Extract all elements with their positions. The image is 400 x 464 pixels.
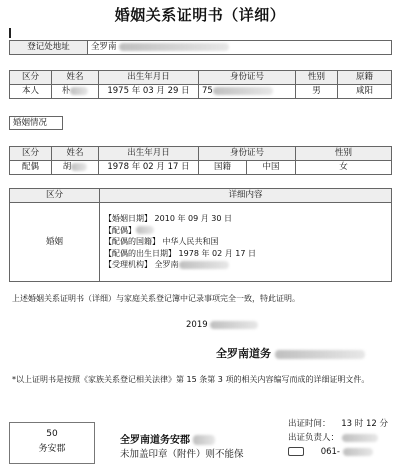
spouse-header-gender: 性别	[296, 147, 392, 161]
spouse-table	[9, 146, 392, 175]
detail-table	[9, 188, 392, 282]
detail-value: 中华人民共和国	[162, 237, 219, 247]
person-birth: 1975 年 03 月 29 日	[99, 85, 199, 99]
registration-table	[9, 40, 392, 55]
registration-value-text: 全罗南	[91, 42, 117, 52]
detail-value: 2010 年 09 月 30 日	[154, 214, 232, 224]
phone-icon	[288, 447, 304, 456]
office-number: 50	[46, 429, 58, 439]
person-header-name: 姓名	[52, 71, 99, 85]
redaction	[213, 87, 273, 95]
detail-label: 【受理机构】	[104, 260, 152, 270]
person-header-origin: 原籍	[338, 71, 392, 85]
spouse-gender: 女	[296, 161, 392, 175]
issue-date-text: 2019	[186, 320, 208, 330]
spouse-type: 配偶	[10, 161, 52, 175]
office-name: 务安郡	[38, 444, 66, 454]
issue-time-label: 出证时间：	[288, 419, 331, 429]
detail-value: 全罗南	[154, 260, 179, 270]
issue-info	[288, 417, 388, 459]
issue-phone-row	[288, 445, 388, 459]
detail-line	[104, 225, 387, 237]
spouse-nationality: 中国	[247, 161, 296, 175]
person-type: 本人	[10, 85, 52, 99]
redaction	[193, 435, 215, 445]
certify-text: 上述婚姻关系证明书（详细）与家庭关系登记簿中记录事项完全一致，特此证明。	[12, 294, 300, 303]
redaction	[342, 434, 378, 442]
spouse-birth: 1978 年 02 月 17 日	[99, 161, 199, 175]
detail-value: 1978 年 02 月 17 日	[178, 248, 256, 258]
person-gender: 男	[296, 85, 338, 99]
person-header-type: 区分	[10, 71, 52, 85]
detail-line	[104, 259, 387, 271]
redaction	[343, 448, 373, 456]
spouse-header-birth: 出生年月日	[99, 147, 199, 161]
person-header-birth: 出生年月日	[99, 71, 199, 85]
detail-label: 【婚姻日期】	[104, 214, 152, 224]
person-name	[52, 85, 99, 99]
issue-officer-label: 出证负责人：	[288, 433, 340, 443]
spouse-header-type: 区分	[10, 147, 52, 161]
detail-label: 【配偶】	[104, 225, 136, 235]
detail-category: 婚姻	[10, 203, 100, 282]
detail-header-content: 详细内容	[100, 189, 392, 203]
person-header-gender: 性别	[296, 71, 338, 85]
issuer-text: 全罗南道务	[216, 347, 271, 360]
marriage-section-label: 婚姻情况	[9, 116, 63, 130]
detail-header-type: 区分	[10, 189, 100, 203]
person-id-text: 75	[202, 86, 213, 96]
spouse-name-text: 胡	[62, 162, 72, 172]
registration-label: 登记处地址	[10, 41, 88, 55]
footnote: *以上证明书是按照《家族关系登记相关法律》第 15 条第 3 项的相关内容编写而成的详细证明文件。	[12, 375, 370, 384]
spouse-header-name: 姓名	[52, 147, 99, 161]
spouse-header-id: 身份证号	[199, 147, 296, 161]
redaction	[179, 261, 229, 269]
issue-officer-row	[288, 431, 388, 445]
redaction	[70, 87, 88, 95]
office-box	[9, 422, 95, 464]
issue-phone-text: 061-	[320, 447, 340, 457]
redaction	[119, 43, 229, 51]
issue-time-value: 13 时 12 分	[341, 419, 388, 429]
issue-time-row	[288, 417, 388, 431]
document-title: 婚姻关系证明书（详细）	[114, 6, 286, 24]
person-header-id: 身份证号	[199, 71, 296, 85]
detail-label: 【配偶的国籍】	[104, 237, 160, 247]
issue-date	[186, 320, 258, 330]
issuer	[216, 345, 365, 361]
redaction	[136, 226, 154, 234]
detail-line	[104, 236, 387, 248]
redaction	[71, 163, 87, 171]
detail-content	[100, 203, 392, 282]
person-name-text: 朴	[61, 86, 71, 96]
registration-value	[88, 41, 392, 55]
stamp-line-1	[120, 431, 215, 446]
person-table	[9, 70, 392, 99]
detail-label: 【配偶的出生日期】	[104, 248, 176, 258]
person-id	[199, 85, 296, 99]
detail-line	[104, 213, 387, 225]
stamp-line-2: 未加盖印章（附件）则不能保	[120, 449, 244, 460]
stamp-line-1-text: 全罗南道务安郡	[120, 435, 190, 446]
spouse-name	[52, 161, 99, 175]
spouse-id-label: 国籍	[199, 161, 247, 175]
detail-line	[104, 248, 387, 260]
redaction	[210, 321, 258, 329]
cursor-mark	[9, 28, 11, 38]
person-origin: 咸阳	[338, 85, 392, 99]
redaction	[275, 350, 365, 359]
